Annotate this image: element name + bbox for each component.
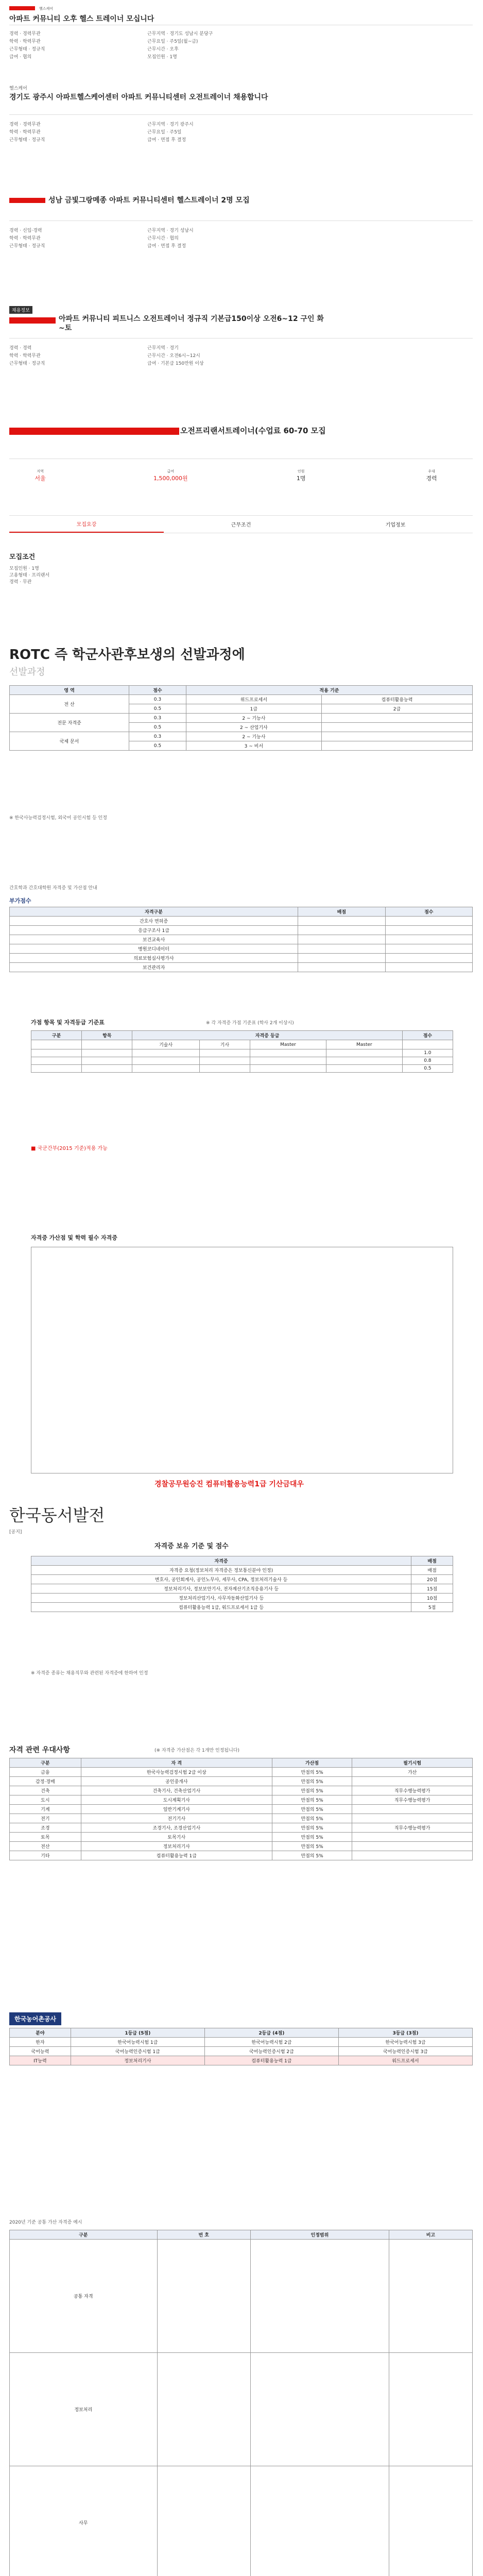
mil-legend: ※ 각 자격증 가점 기준표 (학사 2개 이상시) — [206, 1021, 294, 1026]
redacted-name — [9, 198, 45, 203]
rotc-subhead: 선발과정 — [9, 667, 45, 677]
redacted-name — [9, 428, 179, 435]
edu-table: 구분 자 격 가산점 필기시험 금융 한국사능력검정시험 2급 이상 만점의 5% 가산 감정·경매 공인중개사 만점의 5% 건축 건축기사, 건축산업기사 만점의 5% 직무수행능력평가 도시 도시계획기사 만점의 5% 직무수행능력평가 기계 일반기계기사 만점의 5% 전기 전기기사 만점의 5% 조경 조경기사, 조경산업기사 만점의 5% 직무수행능력평가 토목 토목기사 만점의 5% 전산 정보처리기사 만점의 5% 기타 컴퓨터활용능력 1급 만점의 5% — [9, 1758, 473, 1860]
post4-badge: 채용정보 — [9, 306, 32, 314]
rotc-headline: ROTC 즉 학군사관후보생의 선발과정에 — [9, 647, 245, 663]
tab-requirements[interactable]: 모집요강 — [9, 516, 164, 533]
edu-subtitle: (※ 자격증 가산점은 각 1개만 인정됩니다) — [154, 1748, 240, 1753]
korea-note: ※ 자격증 종류는 채용직무와 관련된 자격증에 한하여 인정 — [31, 1671, 148, 1676]
nurse-section — [0, 881, 483, 1015]
cert-heading: 자격증 가산점 및 학력 필수 자격증 — [31, 1234, 117, 1241]
krpower-section — [0, 2009, 483, 2215]
nurse-header: 간호학과 간호대학원 자격증 및 가산점 안내 — [9, 886, 97, 891]
mil-note: ■ 국군간부(2015 기준)적용 가능 — [31, 1146, 108, 1151]
post2-company: 헬스케어 — [9, 86, 27, 91]
post3-title[interactable]: 성남 금빛그랑메종 아파트 커뮤니티센터 헬스트레이너 2명 모집 — [48, 196, 250, 205]
req-row: 모집인원 · 1명 — [9, 566, 39, 571]
mil-title: 가점 항목 및 자격등급 기준표 — [31, 1019, 105, 1026]
table2-caption: 2020년 기준 공통 가산 자격증 예시 — [9, 2220, 82, 2225]
post1-badge: 헬스케어 — [39, 7, 54, 11]
korea-table: 자격증 배점 자격증 요청(정보처리 자격증은 정보통신분야 인정) 배점 변호사, 공인회계사, 공인노무사, 세무사, CPA, 정보처리기술사 등 20점 정보처리기사, 정보보안기사, 전자계산기조직응용기사 등 15점 정보처리산업기사, 사무자동화산업기사 등 10점 컴퓨터활용능력 1급, 워드프로세서 1급 등 5점 — [31, 1556, 453, 1612]
post4-title[interactable]: 아파트 커뮤니티 피트니스 오전트레이너 정규직 기본급150이상 오전6~12 구인 화~토 — [59, 315, 324, 332]
rotc-section — [0, 639, 483, 881]
post2-title[interactable]: 경기도 광주시 아파트헬스케어센터 아파트 커뮤니티센터 오전트레이너 채용합니다 — [9, 93, 268, 101]
post1-title[interactable]: 아파트 커뮤니티 오후 헬스 트레이너 모십니다 — [9, 15, 154, 23]
tab-conditions[interactable]: 근무조건 — [231, 522, 251, 528]
stat-3: 인원 1명 — [296, 469, 306, 482]
post5-title[interactable]: 오전프리랜서트레이너(수업료 60-70 모집 — [180, 426, 326, 435]
job-post-3: 성남 금빛그랑메종 아파트 커뮤니티센터 헬스트레이너 2명 모집 경력 · 신입·경력 근무지역 · 경기 성남시 학력 · 학력무관 근무시간 · 협의 근무형태 · 정규직 급여 · 면접 후 결정 — [0, 185, 483, 299]
rotc-note: ※ 한국사능력검정시험, 외국어 공인시험 등 인정 — [9, 816, 107, 821]
req-row: 고용형태 · 프리랜서 — [9, 573, 50, 578]
korea-tag: [공지] — [9, 1530, 22, 1535]
stat-4: 우대 경력 — [426, 469, 437, 482]
rotc-table: 영 역 점수 적용 기준 전 산 0.3 위드프로세서 컴퓨터활용능력 0.5 1급 2급 전문 자격증 0.3 2 ~ 기능사 0.5 2 ~ 산업기사 국제 문서 0.3 2 ~ 기능사 0.5 3 ~ 비서 — [9, 685, 473, 751]
tab-company[interactable]: 기업정보 — [385, 522, 406, 528]
cert-list-box — [31, 1247, 453, 1473]
redacted-company — [9, 6, 35, 10]
edu-section — [0, 1741, 483, 2009]
cert-footer: 경찰공무원승진 컴퓨터활용능력1급 기산금대우 — [154, 1480, 304, 1488]
krpower-table: 분야 1등급 (5점) 2등급 (4점) 3등급 (3점) 한자 한국어능력시험 1급 한국어능력시험 2급 한국어능력시험 3급 국어능력 국어능력인증시험 1급 국어능력인증시험 2급 국어능력인증시험 3급 IT능력 정보처리기사 컴퓨터활용능력 1급 워드프로세서 — [9, 2028, 473, 2065]
cert-list-section — [0, 1231, 483, 1499]
table2: 구분 번 호 인정범위 비고 공통 자격 정보처리 사무 — [9, 2230, 473, 2576]
stat-1: 지역 서울 — [34, 469, 46, 482]
mil-table: 구분 항목 자격증 등급 점수 기술사 기사 Master Master 1.0 0.8 0.5 — [31, 1030, 453, 1073]
job-post-2: 헬스케어 경기도 광주시 아파트헬스케어센터 아파트 커뮤니티센터 오전트레이너 채용합니다 경력 · 경력무관 근무지역 · 경기 광주시 학력 · 학력무관 근무요일 · 주5일 근무형태 · 정규직 급여 · 면접 후 결정 — [0, 77, 483, 185]
job-post-5 — [0, 412, 483, 639]
nurse-table: 자격구분 배점 점수 간호사 면허증 응급구조사 1급 보건교육사 병원코디네이터 의료보험심사평가사 보건관리자 — [9, 907, 473, 972]
korea-title: 자격증 보유 기준 및 점수 — [154, 1543, 229, 1550]
stat-2: 급여 1,500,000원 — [153, 469, 188, 482]
krpower-title: 한국농어촌공사 — [9, 2012, 61, 2025]
edu-title: 자격 관련 우대사항 — [9, 1746, 70, 1754]
table2-section — [0, 2215, 483, 2576]
mil-section — [0, 1015, 483, 1231]
section-title: 모집조건 — [9, 553, 36, 561]
req-row: 경력 · 무관 — [9, 580, 32, 585]
korea-big: 한국동서발전 — [9, 1505, 105, 1525]
nurse-table-title: 부가점수 — [9, 897, 31, 904]
job-post-1: 헬스케어 아파트 커뮤니티 오후 헬스 트레이너 모십니다 경력 · 경력무관 근무지역 · 경기도 성남시 분당구 학력 · 학력무관 근무요일 · 주5일(월~금) 근무형태 · 정규직 근무시간 · 오후 급여 · 협의 모집인원 · 1명 — [0, 0, 483, 77]
korea-section — [0, 1499, 483, 1741]
job-post-4: 채용정보 아파트 커뮤니티 피트니스 오전트레이너 정규직 기본급150이상 오전6~12 구인 화~토 경력 · 경력 근무지역 · 경기 학력 · 학력무관 근무시간 · 오전6시~12시 근무형태 · 정규직 급여 · 기본급 150만원 이상 — [0, 299, 483, 412]
redacted-name — [9, 317, 56, 324]
